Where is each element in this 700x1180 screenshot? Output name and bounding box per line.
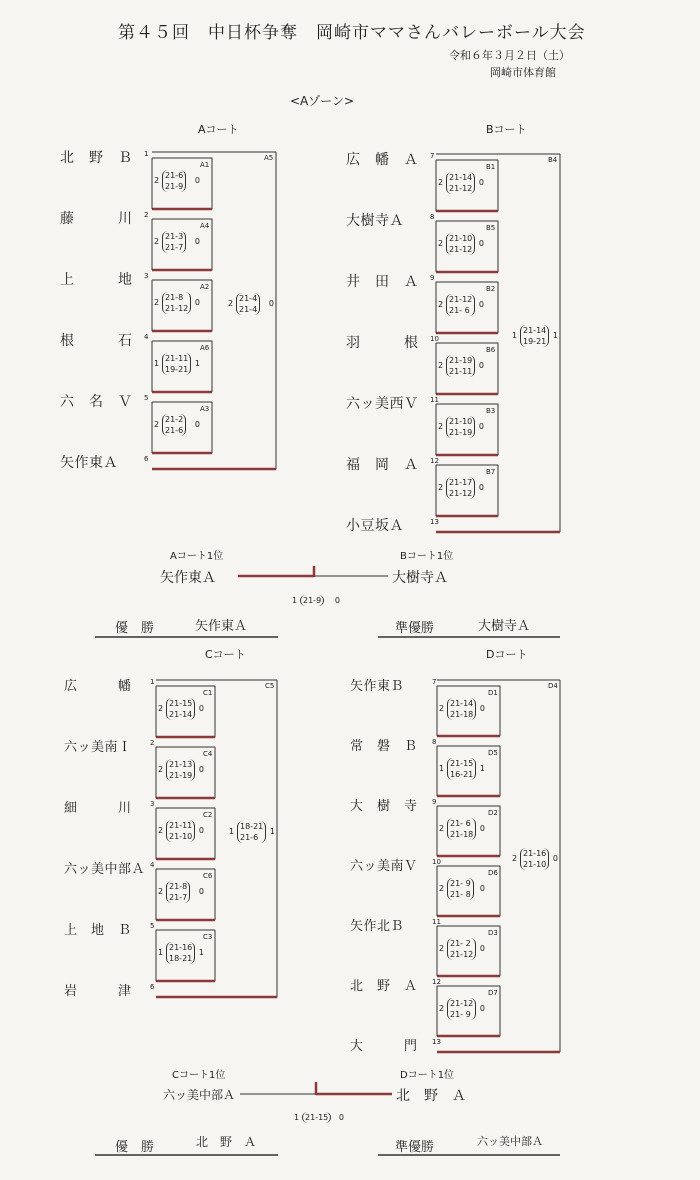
- b_court-match-score-0-sets: [446, 172, 475, 194]
- a_court-seed-1: 1: [144, 150, 149, 158]
- cd-final-score-right: 0: [338, 1113, 344, 1122]
- d_court-team-5: 矢作北Ｂ: [350, 919, 405, 934]
- d_court-final-code: D4: [548, 682, 558, 690]
- a_court-match-score-2-set1: 21-8: [165, 293, 184, 302]
- d_court-match-score-1-left: 1: [439, 764, 445, 773]
- c_court-final-score-right: 1: [269, 826, 275, 836]
- c_court-match-score-3: [158, 881, 204, 905]
- c_court-match-score-1-right: 0: [198, 765, 204, 774]
- b_court-match-score-0-set1: 21-14: [449, 173, 473, 182]
- a_court-final-code: A5: [264, 154, 274, 162]
- c_court-match-score-0: [158, 698, 204, 722]
- d_court-team-4: 六ッ美南Ｖ: [350, 859, 418, 874]
- c_court-final-score: [229, 821, 275, 845]
- d_court-seed-4: 10: [432, 858, 441, 866]
- c_court-seed-3: 3: [150, 800, 155, 808]
- ab-runner-team: 大樹寺Ａ: [478, 619, 531, 634]
- a_court-match-score-4-sets: [162, 414, 186, 436]
- cd-runner-team: 六ッ美中部Ａ: [477, 1135, 543, 1148]
- d_court-team-3: 大 樹 寺: [350, 799, 418, 814]
- d_court-match-score-1-set1: 21-15: [450, 759, 474, 768]
- b_court-match-score-0-left: 2: [438, 178, 444, 187]
- c_court-match-code-3: C6: [203, 872, 213, 880]
- a_court-match-code-1: A4: [200, 222, 210, 230]
- d_court-seed-7: 13: [432, 1038, 441, 1046]
- a_court-match-score-2-left: 2: [154, 298, 160, 307]
- a_court-seed-3: 3: [144, 272, 149, 280]
- a_court-match-code-3: A6: [200, 344, 210, 352]
- b_court-match-score-2-sets: [446, 294, 475, 316]
- d_court-match-score-3-left: 2: [439, 884, 445, 893]
- d_court-match-score-5-set1: 21-12: [450, 999, 474, 1008]
- d_court-match-score-1-set2: 16-21: [450, 770, 474, 779]
- a_court-match-score-4-set1: 21-2: [165, 415, 184, 424]
- d_court-match-score-4-sets: [447, 938, 476, 960]
- b_court-match-score-4-set2: 21-19: [449, 428, 473, 437]
- c_court-match-score-4: [158, 942, 204, 966]
- event-venue: 岡崎市体育館: [490, 66, 556, 79]
- c_court-match-score-3-right: 0: [198, 887, 204, 896]
- d_court-team-1: 矢作東Ｂ: [350, 679, 405, 694]
- ab-final-score-set1: 21-9: [300, 595, 324, 606]
- d_court-match-score-3-right: 0: [479, 884, 485, 893]
- a_court-match-score-3-right: 1: [194, 359, 200, 368]
- c_court-team-3: 細 川: [64, 801, 132, 816]
- a_court-match-score-0-right: 0: [194, 176, 200, 185]
- d_court-match-score-4-left: 2: [439, 944, 445, 953]
- ab-final-left-team: 矢作東Ａ: [160, 570, 216, 586]
- d_court-seed-1: 7: [432, 678, 437, 686]
- b_court-match-score-1-set1: 21-10: [449, 234, 473, 243]
- d_court-match-score-2: [439, 818, 485, 842]
- a_court-match-score-4-right: 0: [194, 420, 200, 429]
- b_court-match-score-4-right: 0: [478, 422, 484, 431]
- b_court-match-score-3-set2: 21-11: [449, 367, 473, 376]
- d_court-match-code-5: D7: [488, 989, 498, 997]
- c_court-match-code-0: C1: [203, 689, 213, 697]
- a_court-match-score-2-sets: [162, 292, 191, 314]
- b_court-match-score-4-set1: 21-10: [449, 417, 473, 426]
- d_court-seed-5: 11: [432, 918, 441, 926]
- b_court-match-code-5: B7: [486, 468, 496, 476]
- d_court-match-score-2-set1: 21- 6: [450, 819, 471, 828]
- a_court-team-3: 上 地: [60, 272, 133, 288]
- b_court-match-score-1-right: 0: [478, 239, 484, 248]
- c_court-match-score-2-right: 0: [198, 826, 204, 835]
- d_court-seed-2: 8: [432, 738, 437, 746]
- c_court-match-score-0-left: 2: [158, 704, 164, 713]
- b_court-match-score-0: [438, 172, 484, 196]
- b-first-rank-label: Bコート1位: [400, 551, 454, 562]
- c_court-match-score-0-sets: [166, 698, 195, 720]
- cd-winner-team: 北 野 Ａ: [196, 1135, 257, 1149]
- a_court-match-score-3-set1: 21-11: [165, 354, 189, 363]
- d_court-match-score-3: [439, 878, 485, 902]
- a_court-match-score-2: [154, 292, 200, 316]
- cd-runner-label: 準優勝: [395, 1140, 435, 1155]
- a_court-final-score-right: 0: [268, 298, 274, 308]
- a_court-match-score-1-set2: 21-7: [165, 243, 184, 252]
- a_court-match-code-0: A1: [200, 161, 210, 169]
- a_court-final-score-set2: 21-4: [239, 304, 258, 314]
- a_court-match-score-1-set1: 21-3: [165, 232, 184, 241]
- c_court-final-score-set2: 21-6: [240, 832, 259, 842]
- d_court-match-score-4-set2: 21-12: [450, 950, 474, 959]
- d_court-match-score-5-right: 0: [479, 1004, 485, 1013]
- b_court-match-score-3: [438, 355, 484, 379]
- d_court-match-code-2: D2: [488, 809, 498, 817]
- b_court-final-score-left: 1: [512, 331, 518, 340]
- cd-final-score-set1: 21-15: [302, 1112, 331, 1123]
- c_court-seed-4: 4: [150, 861, 155, 869]
- b_court-final-code: B4: [548, 156, 558, 164]
- b_court-match-score-2-right: 0: [478, 300, 484, 309]
- b_court-seed-1: 7: [430, 152, 435, 160]
- event-date: 令和６年３月２日（土）: [449, 49, 570, 62]
- d_court-match-score-1: [439, 758, 485, 782]
- d_court-seed-3: 9: [432, 798, 437, 806]
- ab-winner-team: 矢作東Ａ: [195, 619, 248, 634]
- b_court-team-7: 小豆坂Ａ: [346, 518, 404, 534]
- a_court-team-6: 矢作東Ａ: [60, 455, 118, 471]
- b_court-match-score-5-right: 0: [478, 483, 484, 492]
- d_court-match-code-3: D6: [488, 869, 498, 877]
- b_court-match-score-0-right: 0: [478, 178, 484, 187]
- d_court-team-2: 常 磐 Ｂ: [350, 739, 418, 754]
- d_court-final-score-set2: 21-10: [523, 860, 547, 869]
- c_court-match-score-4-set2: 18-21: [169, 954, 193, 963]
- d_court-match-score-2-set2: 21-18: [450, 830, 474, 839]
- c_court-team-6: 岩 津: [64, 984, 132, 999]
- c_court-match-score-0-set2: 21-14: [169, 710, 193, 719]
- c_court-match-score-3-left: 2: [158, 887, 164, 896]
- a_court-match-score-1-left: 2: [154, 237, 160, 246]
- b_court-match-score-0-set2: 21-12: [449, 184, 473, 193]
- a_court-match-score-0-set1: 21-6: [165, 171, 184, 180]
- c_court-match-score-4-set1: 21-16: [169, 943, 193, 952]
- c_court-match-code-4: C3: [203, 933, 213, 941]
- d_court-match-score-5: [439, 998, 485, 1022]
- b_court-match-score-2-set1: 21-12: [449, 295, 473, 304]
- a_court-team-4: 根 石: [60, 333, 133, 349]
- b_court-match-code-4: B3: [486, 407, 496, 415]
- ab-final-score-right: 0: [334, 596, 340, 605]
- c_court-seed-1: 1: [150, 678, 155, 686]
- b_court-match-code-0: B1: [486, 163, 496, 171]
- a_court-match-score-0: [154, 170, 200, 194]
- b_court-match-code-3: B6: [486, 346, 496, 354]
- d_court-match-code-0: D1: [488, 689, 498, 697]
- c-first-rank-label: Cコート1位: [172, 1070, 226, 1081]
- cd-final-right-team: 北 野 Ａ: [396, 1088, 466, 1104]
- b_court-seed-3: 9: [430, 274, 435, 282]
- a_court-seed-4: 4: [144, 333, 149, 341]
- c_court-match-score-2-set1: 21-11: [169, 821, 193, 830]
- b_court-seed-7: 13: [430, 518, 439, 526]
- b_court-match-code-2: B2: [486, 285, 496, 293]
- a_court-team-1: 北 野 Ｂ: [60, 150, 133, 166]
- a_court-team-5: 六 名 Ｖ: [60, 394, 133, 410]
- a-first-rank-label: Aコート1位: [170, 551, 224, 562]
- c_court-match-score-1-left: 2: [158, 765, 164, 774]
- a_court-final-score-sets: [236, 293, 260, 315]
- zone-label: <Aゾーン>: [290, 94, 355, 108]
- b_court-match-score-2-set2: 21- 6: [449, 306, 470, 315]
- d_court-match-score-2-left: 2: [439, 824, 445, 833]
- b_court-seed-5: 11: [430, 396, 439, 404]
- b_court-team-2: 大樹寺Ａ: [346, 213, 404, 229]
- b_court-match-score-5-set2: 21-12: [449, 489, 473, 498]
- a_court-match-score-3-sets: [162, 353, 191, 375]
- b_court-seed-4: 10: [430, 335, 439, 343]
- b_court-match-score-2: [438, 294, 484, 318]
- ab-final-score-left: 1: [292, 596, 298, 605]
- a_court-seed-2: 2: [144, 211, 149, 219]
- c_court-match-score-4-sets: [166, 942, 195, 964]
- b_court-match-score-1-left: 2: [438, 239, 444, 248]
- d_court-match-score-3-set2: 21- 8: [450, 890, 471, 899]
- c_court-seed-2: 2: [150, 739, 155, 747]
- c_court-match-score-0-set1: 21-15: [169, 699, 193, 708]
- b_court-match-score-2-left: 2: [438, 300, 444, 309]
- d_court-match-code-4: D3: [488, 929, 498, 937]
- ab-final-right-team: 大樹寺Ａ: [392, 570, 448, 586]
- b_court-match-score-4-left: 2: [438, 422, 444, 431]
- b_court-final-score: [512, 325, 558, 349]
- d_court-match-score-4-set1: 21- 2: [450, 939, 471, 948]
- c_court-match-score-2-left: 2: [158, 826, 164, 835]
- b_court-team-6: 福 岡 Ａ: [346, 457, 419, 473]
- a_court-match-score-4: [154, 414, 200, 438]
- d_court-team-7: 大 門: [350, 1039, 418, 1054]
- d_court-match-score-0: [439, 698, 485, 722]
- ab-runner-label: 準優勝: [395, 621, 435, 636]
- a_court-match-score-1: [154, 231, 200, 255]
- d_court-match-score-0-left: 2: [439, 704, 445, 713]
- b_court-match-score-1: [438, 233, 484, 257]
- b_court-team-4: 羽 根: [346, 335, 419, 351]
- b_court-final-score-sets: [520, 325, 549, 347]
- page-title: 第４５回 中日杯争奪 岡崎市ママさんバレーボール大会: [118, 23, 586, 43]
- d_court-match-score-3-sets: [447, 878, 474, 900]
- c_court-match-score-3-set1: 21-8: [169, 882, 188, 891]
- c_court-match-score-2-sets: [166, 820, 195, 842]
- a_court-match-score-4-left: 2: [154, 420, 160, 429]
- b_court-match-score-3-right: 0: [478, 361, 484, 370]
- c_court-seed-6: 6: [150, 983, 155, 991]
- a_court-match-score-3-set2: 19-21: [165, 365, 189, 374]
- a_court-match-score-1-right: 0: [194, 237, 200, 246]
- c_court-final-score-set1: 18-21: [240, 821, 264, 831]
- court-c-label: Cコート: [205, 648, 246, 661]
- d_court-team-6: 北 野 Ａ: [350, 979, 418, 994]
- d_court-seed-6: 12: [432, 978, 441, 986]
- a_court-final-score-set1: 21-4: [239, 293, 258, 303]
- cd-final-left-team: 六ッ美中部Ａ: [163, 1088, 236, 1102]
- c_court-match-score-1-sets: [166, 759, 195, 781]
- c_court-match-score-3-set2: 21-7: [169, 893, 188, 902]
- d_court-match-code-1: D5: [488, 749, 498, 757]
- b_court-final-score-set2: 19-21: [523, 337, 547, 346]
- b_court-match-score-3-sets: [446, 355, 475, 377]
- a_court-match-code-4: A3: [200, 405, 210, 413]
- d_court-match-score-0-right: 0: [479, 704, 485, 713]
- d_court-final-score: [512, 848, 558, 872]
- b_court-match-score-4-sets: [446, 416, 475, 438]
- b_court-seed-2: 8: [430, 213, 435, 221]
- court-a-label: Aコート: [198, 123, 239, 136]
- a_court-final-score: [228, 293, 274, 317]
- b_court-match-code-1: B5: [486, 224, 496, 232]
- d_court-match-score-1-sets: [447, 758, 476, 780]
- d_court-match-score-5-left: 2: [439, 1004, 445, 1013]
- c_court-match-score-2: [158, 820, 204, 844]
- d_court-match-score-4-right: 0: [479, 944, 485, 953]
- a_court-seed-6: 6: [144, 455, 149, 463]
- c_court-team-1: 広 幡: [64, 679, 132, 694]
- c_court-seed-5: 5: [150, 922, 155, 930]
- b_court-match-score-3-left: 2: [438, 361, 444, 370]
- d_court-match-score-2-right: 0: [479, 824, 485, 833]
- d_court-match-score-0-sets: [447, 698, 476, 720]
- b_court-match-score-4: [438, 416, 484, 440]
- ab-winner-label: 優 勝: [115, 621, 155, 636]
- d_court-match-score-2-sets: [447, 818, 476, 840]
- c_court-match-score-4-right: 1: [198, 948, 204, 957]
- b_court-seed-6: 12: [430, 457, 439, 465]
- d_court-final-score-right: 0: [552, 854, 558, 863]
- a_court-match-score-0-sets: [162, 170, 186, 192]
- cd-winner-label: 優 勝: [115, 1140, 155, 1155]
- b_court-team-5: 六ッ美西Ｖ: [346, 396, 419, 412]
- c_court-team-2: 六ッ美南Ｉ: [64, 740, 132, 755]
- a_court-match-score-4-set2: 21-6: [165, 426, 184, 435]
- cd-final-score-left: 1: [294, 1113, 300, 1122]
- d_court-match-score-5-sets: [447, 998, 476, 1020]
- c_court-match-code-1: C4: [203, 750, 213, 758]
- c_court-team-5: 上 地 Ｂ: [64, 923, 132, 938]
- d_court-match-score-0-set2: 21-18: [450, 710, 474, 719]
- a_court-match-score-0-left: 2: [154, 176, 160, 185]
- cd-final-score: [294, 1107, 344, 1129]
- d_court-match-score-4: [439, 938, 485, 962]
- d_court-match-score-3-set1: 21- 9: [450, 879, 471, 888]
- a_court-seed-5: 5: [144, 394, 149, 402]
- c_court-team-4: 六ッ美中部Ａ: [64, 862, 146, 877]
- d_court-final-score-left: 2: [512, 854, 518, 863]
- court-d-label: Dコート: [486, 648, 528, 661]
- a_court-final-score-left: 2: [228, 298, 234, 308]
- d_court-match-score-5-set2: 21- 9: [450, 1010, 471, 1019]
- b_court-match-score-5-set1: 21-17: [449, 478, 473, 487]
- c_court-match-score-1: [158, 759, 204, 783]
- b_court-team-1: 広 幡 Ａ: [346, 152, 419, 168]
- a_court-team-2: 藤 川: [60, 211, 133, 227]
- b_court-final-score-right: 1: [552, 331, 558, 340]
- b_court-match-score-5-left: 2: [438, 483, 444, 492]
- c_court-final-score-left: 1: [229, 826, 235, 836]
- d_court-final-score-sets: [520, 848, 549, 870]
- b_court-final-score-set1: 21-14: [523, 326, 547, 335]
- a_court-match-score-3-left: 1: [154, 359, 160, 368]
- c_court-match-score-0-right: 0: [198, 704, 204, 713]
- c_court-match-score-1-set1: 21-13: [169, 760, 193, 769]
- b_court-match-score-3-set1: 21-19: [449, 356, 473, 365]
- a_court-match-score-2-set2: 21-12: [165, 304, 189, 313]
- a_court-match-score-0-set2: 21-9: [165, 182, 184, 191]
- c_court-match-score-1-set2: 21-19: [169, 771, 193, 780]
- d-first-rank-label: Dコート1位: [400, 1070, 455, 1081]
- c_court-match-score-3-sets: [166, 881, 190, 903]
- c_court-match-score-2-set2: 21-10: [169, 832, 193, 841]
- a_court-match-score-3: [154, 353, 200, 377]
- ab-final-score: [292, 590, 340, 612]
- b_court-match-score-1-set2: 21-12: [449, 245, 473, 254]
- d_court-final-score-set1: 21-16: [523, 849, 547, 858]
- b_court-match-score-5-sets: [446, 477, 475, 499]
- b_court-match-score-1-sets: [446, 233, 475, 255]
- a_court-match-score-2-right: 0: [194, 298, 200, 307]
- d_court-match-score-1-right: 1: [479, 764, 485, 773]
- court-b-label: Bコート: [486, 123, 527, 136]
- c_court-final-score-sets: [237, 821, 266, 843]
- b_court-match-score-5: [438, 477, 484, 501]
- a_court-match-score-1-sets: [162, 231, 186, 253]
- c_court-match-score-4-left: 1: [158, 948, 164, 957]
- a_court-match-code-2: A2: [200, 283, 210, 291]
- c_court-final-code: C5: [265, 682, 275, 690]
- c_court-match-code-2: C2: [203, 811, 213, 819]
- b_court-team-3: 井 田 Ａ: [346, 274, 419, 290]
- d_court-match-score-0-set1: 21-14: [450, 699, 474, 708]
